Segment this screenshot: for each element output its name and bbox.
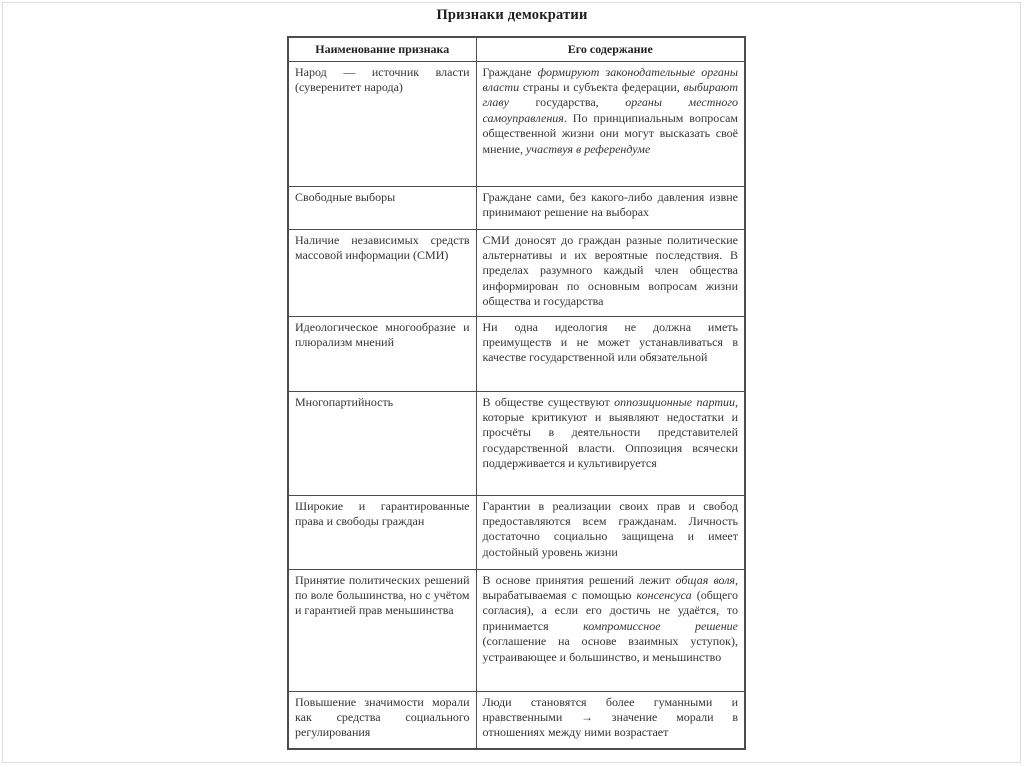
col-header-feature-name: Наименование признака xyxy=(288,37,476,61)
table-row xyxy=(288,495,745,569)
feature-content-cell: Люди становятся более гуманными и нравственными → значение морали в отношениях между ними возрастает xyxy=(476,691,745,749)
feature-name-cell: Идеологическое многообразие и плюрализм мнений xyxy=(288,316,476,391)
table-row xyxy=(288,316,745,391)
table-row xyxy=(288,229,745,316)
feature-name-cell: Наличие независимых средств массовой информации (СМИ) xyxy=(288,229,476,316)
feature-name-cell: Народ — источник власти (суверенитет народа) xyxy=(288,61,476,186)
feature-name-cell: Свободные выборы xyxy=(288,186,476,229)
table-row xyxy=(288,691,745,749)
table-row xyxy=(288,569,745,691)
feature-content-cell: Граждане формируют законодательные органы власти страны и субъекта федерации, выбирают главу государства, органы местного самоуправления. По принципиальным вопросам общественной жизни они могут высказать своё мнение, участвуя в референдуме xyxy=(476,61,745,186)
feature-content-cell: СМИ доносят до граждан разные политические альтернативы и их вероятные последствия. В пределах разумного каждый член общества информирован по основным вопросам жизни общества и государства xyxy=(476,229,745,316)
page-title: Признаки демократии xyxy=(436,7,588,23)
feature-content-cell: Граждане сами, без какого-либо давления извне принимают решение на выборах xyxy=(476,186,745,229)
feature-content-cell: В обществе существуют оппозиционные партии, которые критикуют и выявляют недостатки и просчёты в деятельности представителей государственной власти. Оппозиция всячески поддерживается и культивируется xyxy=(476,391,745,495)
feature-name-cell: Многопартийность xyxy=(288,391,476,495)
feature-content-cell: В основе принятия решений лежит общая воля, вырабатываемая с помощью консенсуса (общего согласия), а если его достичь не удаётся, то принимается компромиссное решение (соглашение на основе взаимных уступок), устраивающее и большинство, и меньшинство xyxy=(476,569,745,691)
table-row xyxy=(288,61,745,186)
feature-content-cell: Ни одна идеология не должна иметь преимуществ и не может устанавливаться в качестве государственной или обязательной xyxy=(476,316,745,391)
features-table xyxy=(287,36,746,750)
feature-name-cell: Повышение значимости морали как средства социального регулирования xyxy=(288,691,476,749)
col-header-feature-content: Его содержание xyxy=(476,37,745,61)
table-row xyxy=(288,391,745,495)
table-row xyxy=(288,186,745,229)
feature-name-cell: Широкие и гарантированные права и свободы граждан xyxy=(288,495,476,569)
feature-content-cell: Гарантии в реализации своих прав и свобод предоставляются всем гражданам. Личность достаточно социально защищена и имеет достойный уровень жизни xyxy=(476,495,745,569)
feature-name-cell: Принятие политических решений по воле большинства, но с учётом и гарантией прав меньшинства xyxy=(288,569,476,691)
table-header-row xyxy=(288,37,745,61)
